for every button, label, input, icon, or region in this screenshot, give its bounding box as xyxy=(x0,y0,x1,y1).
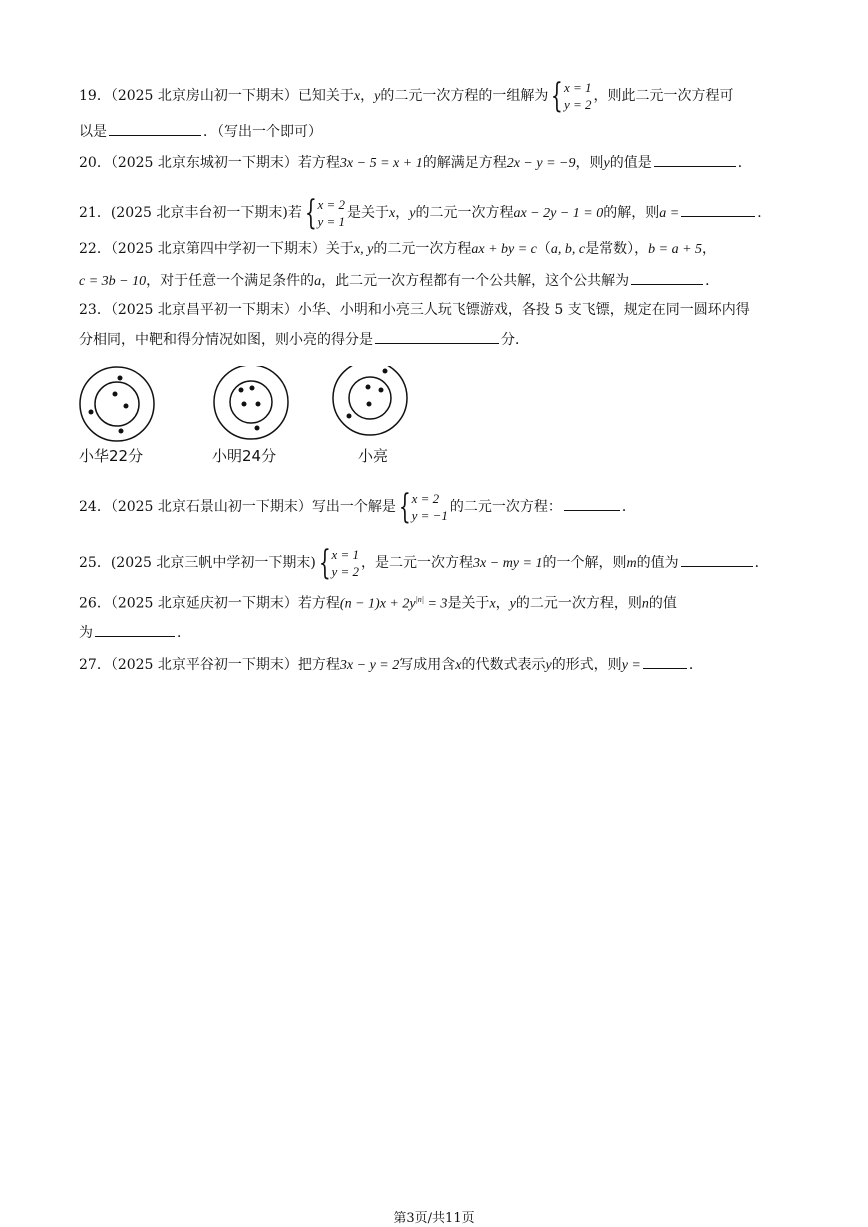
text: 的二元一次方程 xyxy=(415,205,514,221)
answer-blank[interactable] xyxy=(95,622,175,637)
text: （ xyxy=(536,241,551,257)
caption-xiaohua: 小华22分 xyxy=(79,447,144,465)
dart-hit xyxy=(379,388,384,393)
text: 分相同，中靶和得分情况如图，则小亮的得分是 xyxy=(79,332,373,348)
answer-blank[interactable] xyxy=(564,496,620,511)
text: 的二元一次方程的一组解为 xyxy=(380,88,549,104)
equation: 3x − y = 2 xyxy=(339,658,400,673)
dart-hit xyxy=(89,410,94,415)
math-var: y xyxy=(509,596,516,612)
answer-blank[interactable] xyxy=(681,202,755,217)
equation: ax + by = c xyxy=(471,242,537,257)
text: ．（写出一个即可） xyxy=(203,124,322,140)
dart-hit xyxy=(256,402,261,407)
equation-system: { x = 2 y = −1 xyxy=(398,487,448,527)
dartboard-figure xyxy=(79,366,439,466)
system-row: y = −1 xyxy=(411,508,448,523)
problem-number: 19． xyxy=(79,88,111,104)
problem-source: （2025 北京石景山初一下期末） xyxy=(110,499,312,515)
math-var: a = xyxy=(659,206,680,221)
equation: 3x − 5 = x + 1 xyxy=(339,156,423,171)
dart-hit xyxy=(366,385,371,390)
text: 的二元一次方程 xyxy=(373,241,472,257)
problem-source: （2025 北京昌平初一下期末） xyxy=(110,302,298,318)
math-var: y xyxy=(545,658,552,673)
inner-ring xyxy=(349,377,391,419)
inner-ring xyxy=(95,382,139,426)
dart-hit xyxy=(367,402,372,407)
text: 的值是 xyxy=(609,155,652,171)
text: 的值 xyxy=(648,595,677,612)
text: 的代数式表示 xyxy=(461,657,546,673)
math-var: m xyxy=(626,556,637,571)
dart-hit xyxy=(113,392,118,397)
equation: 3x − my = 1 xyxy=(473,556,543,571)
text: 的解满足方程 xyxy=(422,155,507,171)
equation-system: { x = 1 y = 2 xyxy=(551,76,592,116)
answer-blank[interactable] xyxy=(631,270,703,285)
text: 若 xyxy=(287,205,302,221)
math-var: y = xyxy=(621,658,641,673)
dart-hit xyxy=(255,426,260,431)
text: 若方程 xyxy=(297,155,340,171)
problem-22-line-2 xyxy=(79,270,798,292)
problem-number: 22． xyxy=(79,241,111,257)
text: 的解，则 xyxy=(603,205,660,221)
answer-blank[interactable] xyxy=(643,654,687,669)
equation: 2x − y = −9 xyxy=(506,156,576,171)
problem-number: 27． xyxy=(79,657,111,673)
caption-xiaoming: 小明24分 xyxy=(212,447,277,465)
problem-number: 25． xyxy=(79,555,111,571)
text: ， xyxy=(360,88,375,104)
text: 小华、小明和小亮三人玩飞镖游戏，各投 5 支飞镖，规定在同一圆环内得 xyxy=(297,302,750,318)
text: 写成用含 xyxy=(399,657,456,673)
text: ． xyxy=(177,625,191,641)
equation-system: { x = 1 y = 2 xyxy=(318,543,360,583)
problem-number: 20． xyxy=(79,155,111,171)
system-row: x = 1 xyxy=(331,547,360,562)
equation: = 3 xyxy=(423,596,448,612)
text: 是常数）， xyxy=(585,241,649,257)
dartboard-xiaohua xyxy=(80,367,154,441)
dartboard-xiaoliang xyxy=(333,366,407,435)
answer-blank[interactable] xyxy=(375,329,499,344)
caption-xiaoliang: 小亮 xyxy=(358,447,389,465)
system-row: x = 2 xyxy=(411,491,440,506)
math-var: x xyxy=(455,658,462,673)
dart-hit xyxy=(347,414,352,419)
equation-system: { x = 2 y = 1 xyxy=(304,193,346,233)
math-var: a xyxy=(314,274,322,289)
problem-number: 23． xyxy=(79,302,111,318)
problem-21 xyxy=(79,193,798,233)
text: 的二元一次方程： xyxy=(449,499,562,515)
math-var: x xyxy=(353,89,361,104)
math-var: y xyxy=(603,156,610,171)
system-row: y = 2 xyxy=(564,97,592,112)
problem-26-line-1 xyxy=(79,590,798,615)
text: 的一个解，则 xyxy=(542,555,627,571)
problem-25 xyxy=(79,543,798,583)
text: 的形式，则 xyxy=(551,657,622,673)
math-var: x xyxy=(489,596,496,612)
problem-23-line-2 xyxy=(79,329,798,350)
text: 是关于 xyxy=(347,205,390,221)
exponent: |n| xyxy=(415,595,424,604)
dart-hit xyxy=(119,429,124,434)
problem-number: 26． xyxy=(79,595,111,612)
text: ，对于任意一个满足条件的 xyxy=(146,273,315,289)
equation: c = 3b − 10 xyxy=(79,274,147,289)
text: 关于 xyxy=(325,241,354,257)
text: ，则 xyxy=(575,155,604,171)
problem-number: 24． xyxy=(79,499,111,515)
system-row: x = 2 xyxy=(317,197,346,212)
system-row: x = 1 xyxy=(564,80,592,95)
system-row: y = 2 xyxy=(331,564,360,579)
problem-source: (2025 北京三帆中学初一下期末) xyxy=(110,555,316,571)
dart-hit xyxy=(239,388,244,393)
math-var: x, y xyxy=(353,242,374,257)
text: 若方程 xyxy=(297,595,340,612)
text: 的值为 xyxy=(636,555,679,571)
problem-source: （2025 北京延庆初一下期末） xyxy=(110,595,298,612)
math-var: n xyxy=(641,596,649,612)
dart-hit xyxy=(383,369,388,374)
problem-source: （2025 北京平谷初一下期末） xyxy=(110,657,298,673)
text: 写出一个解是 xyxy=(311,499,396,515)
problem-23-line-1 xyxy=(79,300,798,320)
text: ，此二元一次方程都有一个公共解，这个公共解为 xyxy=(321,273,630,289)
dartboard-xiaoming xyxy=(214,366,288,439)
problem-19-line-1 xyxy=(79,76,798,116)
text: 是关于 xyxy=(447,595,490,612)
problem-19-line-2 xyxy=(79,121,798,142)
problem-source: （2025 北京房山初一下期末） xyxy=(110,88,298,104)
problem-27 xyxy=(79,654,798,676)
text: 以是 xyxy=(79,124,107,140)
text: 的二元一次方程，则 xyxy=(515,595,642,612)
problem-22-line-1 xyxy=(79,239,798,260)
answer-blank[interactable] xyxy=(681,552,753,567)
dart-hit xyxy=(118,376,123,381)
page-footer: 第3页/共11页 xyxy=(393,1211,475,1226)
outer-ring xyxy=(214,366,288,439)
answer-blank[interactable] xyxy=(654,152,736,167)
dart-hit xyxy=(124,404,129,409)
text: ， xyxy=(395,205,410,221)
math-var: a, b, c xyxy=(550,242,586,257)
text: ． xyxy=(688,657,703,673)
math-var: x xyxy=(389,206,396,221)
text: 把方程 xyxy=(297,657,340,673)
problem-source: （2025 北京东城初一下期末） xyxy=(110,155,298,171)
text: ． xyxy=(757,205,772,221)
math-var: y xyxy=(409,206,416,221)
text: ，则此二元一次方程可 xyxy=(593,88,734,104)
dart-hit xyxy=(250,386,255,391)
answer-blank[interactable] xyxy=(109,121,201,136)
text: ． xyxy=(737,155,752,171)
problem-24 xyxy=(79,487,798,527)
outer-ring xyxy=(80,367,154,441)
text: ， xyxy=(702,241,717,257)
text: 分． xyxy=(501,332,529,348)
system-row: y = 1 xyxy=(317,214,346,229)
equation: b = a + 5 xyxy=(648,242,703,257)
text: ，是二元一次方程 xyxy=(361,555,474,571)
equation: (n − 1)x + 2y xyxy=(339,596,416,612)
text: ． xyxy=(754,555,769,571)
text: ． xyxy=(621,499,636,515)
text: 已知关于 xyxy=(297,88,354,104)
text: 为 xyxy=(79,625,93,641)
problem-source: （2025 北京第四中学初一下期末） xyxy=(110,241,326,257)
problem-26-line-2 xyxy=(79,622,798,643)
math-var: y xyxy=(374,89,381,104)
equation: ax − 2y − 1 = 0 xyxy=(513,206,604,221)
dart-hit xyxy=(242,402,247,407)
text: ， xyxy=(495,595,510,612)
text: ． xyxy=(705,273,720,289)
problem-number: 21． xyxy=(79,205,111,221)
problem-20 xyxy=(79,152,798,174)
problem-source: (2025 北京丰台初一下期末) xyxy=(110,205,288,221)
